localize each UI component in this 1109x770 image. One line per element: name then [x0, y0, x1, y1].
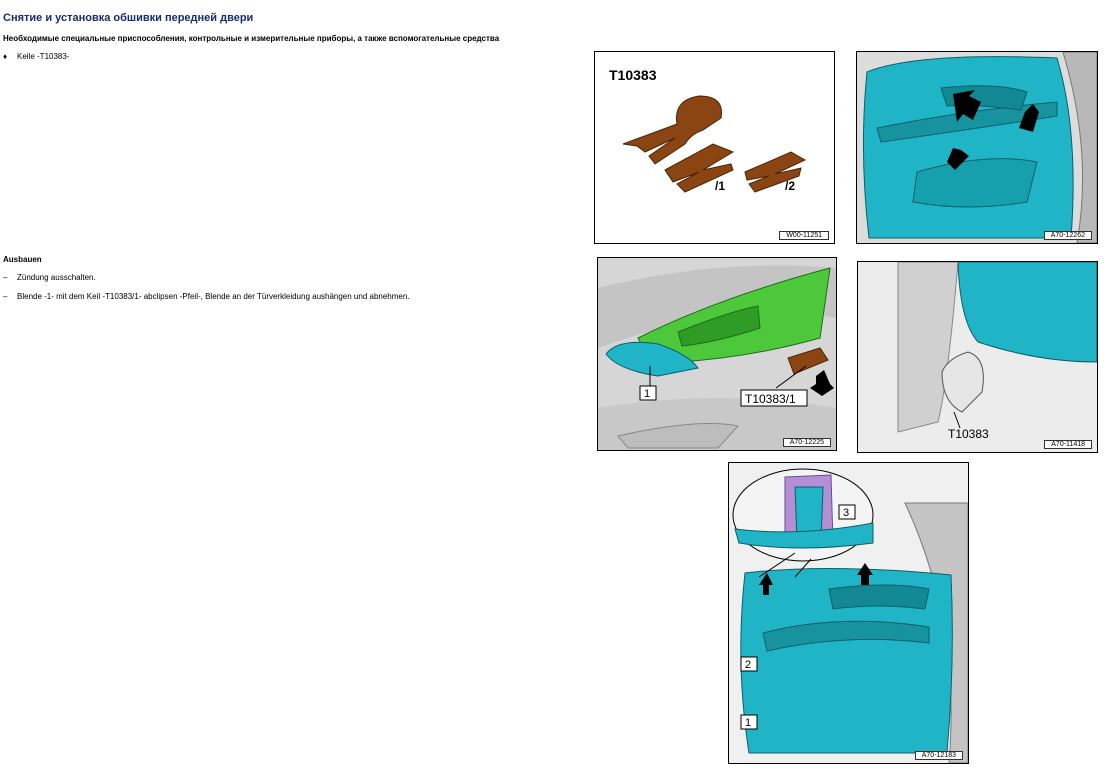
fig5-callout-2: 2	[745, 659, 752, 671]
step-mark: –	[3, 292, 8, 301]
page-title: Снятие и установка обшивки передней двери	[3, 12, 254, 24]
step-item	[3, 292, 410, 301]
tools-heading: Необходимые специальные приспособления, контрольные и измерительные приборы, а также вспомогательные средства	[3, 34, 500, 43]
blende-illustration	[598, 258, 836, 450]
fig1-label-2: /2	[785, 179, 796, 193]
figure-code: A70-12225	[783, 438, 831, 447]
figure-blende-wedge	[597, 257, 837, 451]
figure-door-trim-clips	[728, 462, 969, 764]
tool-text: Keile -T10383-	[17, 52, 70, 61]
fig4-tool-label: T10383	[948, 427, 989, 441]
bullet: ♦	[3, 52, 8, 61]
step-text: Blende -1- mit dem Keil -T10383/1- abclipsen -Pfeil-, Blende an der Türverkleidung aushängen und abnehmen.	[17, 292, 410, 301]
figure-trim-lever	[857, 261, 1098, 453]
trim-lever-illustration	[858, 262, 1097, 452]
door-trim-illustration	[857, 52, 1097, 243]
wedges-illustration	[595, 52, 834, 243]
door-trim-clips-illustration	[729, 463, 968, 763]
figure-door-trim-arrows	[856, 51, 1098, 244]
fig1-label-1: /1	[715, 179, 726, 193]
fig1-tool-title: T10383	[609, 67, 657, 83]
removal-heading: Ausbauen	[3, 255, 42, 264]
figure-code: W00-11251	[779, 231, 829, 240]
figure-tool-wedges	[594, 51, 835, 244]
fig3-callout-1: 1	[644, 388, 651, 400]
step-item	[3, 273, 96, 282]
fig3-tool-label: T10383/1	[745, 392, 796, 406]
figure-code: A70-12262	[1044, 231, 1092, 240]
figure-code: A70-12183	[915, 751, 963, 760]
figure-code: A70-11418	[1044, 440, 1092, 449]
step-mark: –	[3, 273, 8, 282]
step-text: Zündung ausschalten.	[17, 273, 96, 282]
fig5-callout-3: 3	[843, 507, 850, 519]
fig5-callout-1: 1	[745, 717, 752, 729]
tool-list-item	[3, 52, 69, 61]
